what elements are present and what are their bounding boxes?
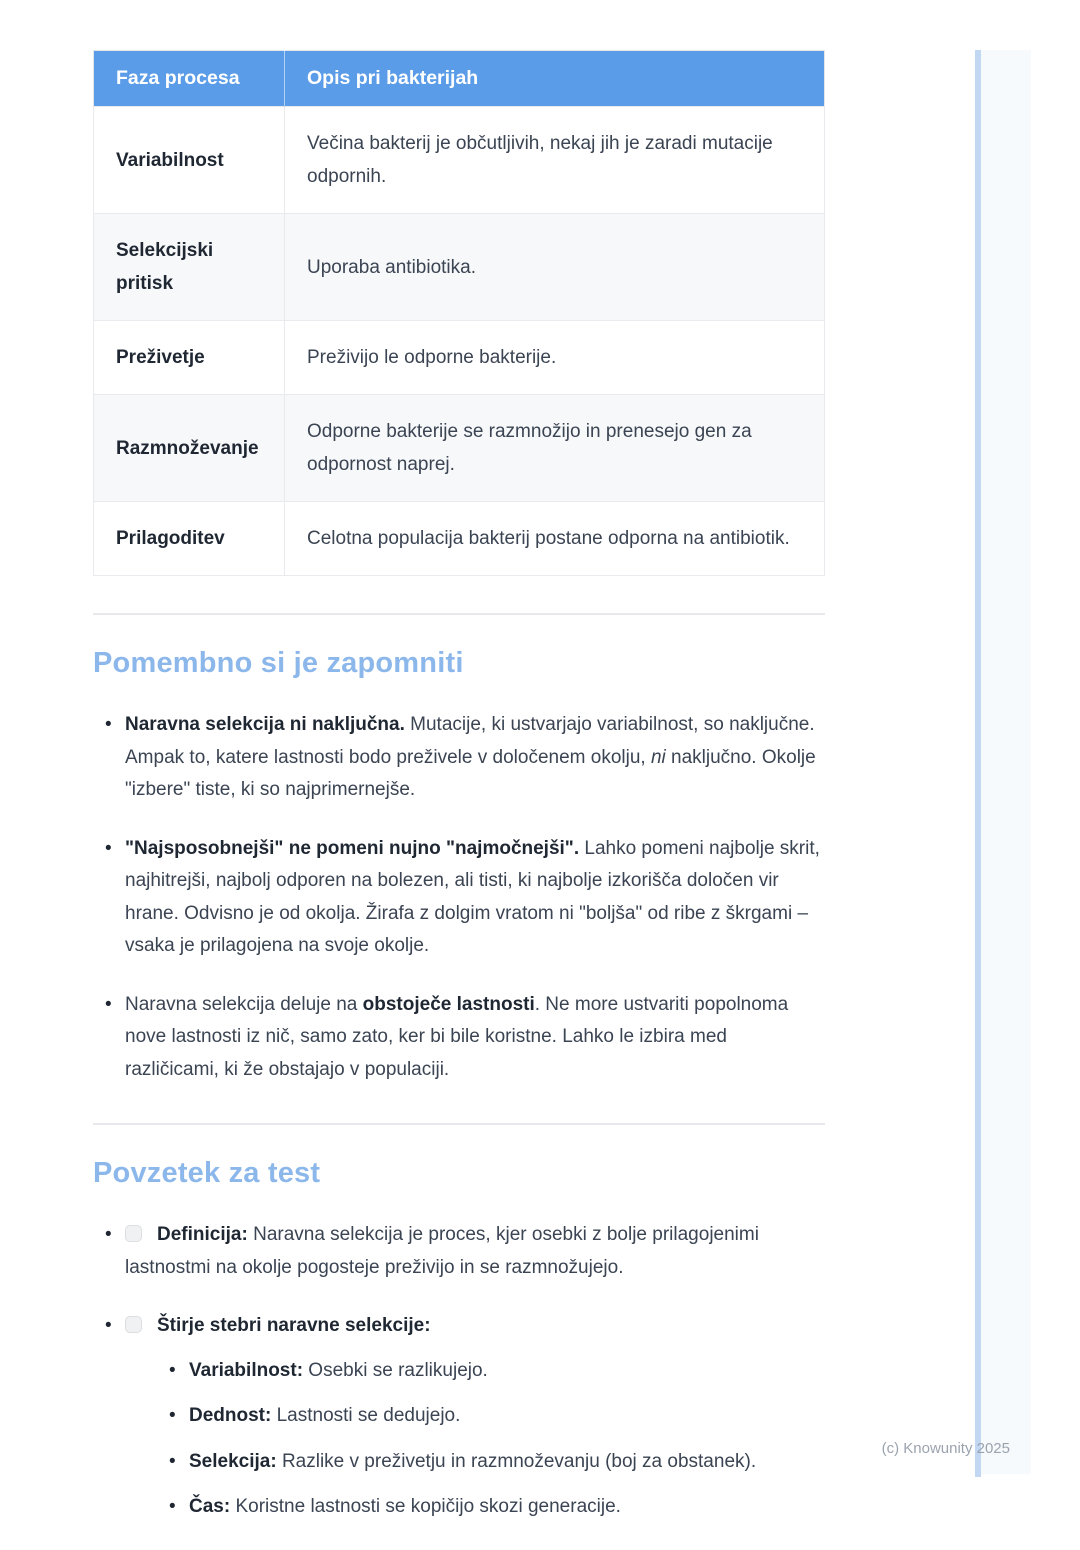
table-row [94, 107, 825, 214]
section-divider [93, 613, 825, 615]
checkbox[interactable] [125, 1316, 142, 1333]
body-text: Lahko pomeni najbolje skrit, najhitrejši, najbolj odporen na bolezen, ali tisti, ki najbolje izkorišča določen vir hrane. Odvisno je od okolja. Žirafa z dolgim vratom ni "boljša" od ribe z škrgami – vsaka je prilagojena na svoje okolje. [125, 837, 820, 956]
bold-text: Čas: [189, 1496, 231, 1517]
bold-text: obstoječe lastnosti [362, 993, 535, 1015]
list-item [93, 1219, 825, 1284]
phase-cell: Razmnoževanje [94, 395, 285, 502]
body-text: Naravna selekcija je proces, kjer osebki z bolje prilagojenimi lastnostmi na okolje pogosteje preživijo in se razmnožujejo. [125, 1224, 759, 1278]
italic-text: ni [650, 746, 666, 768]
list-item [93, 1310, 825, 1524]
right-margin-panel [981, 50, 1031, 1474]
description-cell: Uporaba antibiotika. [285, 214, 825, 321]
bold-text: Variabilnost: [189, 1359, 304, 1381]
table-row [94, 502, 825, 576]
description-cell: Večina bakterij je občutljivih, nekaj jih je zaradi mutacije odpornih. [285, 107, 825, 214]
section-divider [93, 1123, 825, 1125]
table-row [94, 395, 825, 502]
table-header-phase: Faza procesa [94, 51, 285, 107]
sub-list [157, 1355, 825, 1524]
document-content [93, 50, 825, 1550]
phase-cell: Preživetje [94, 321, 285, 395]
right-accent-bar [975, 50, 981, 1477]
body-text: naključno. Okolje "izbere" tiste, ki so najprimernejše. [125, 746, 816, 800]
section-title-summary: Povzetek za test [93, 1157, 321, 1189]
section-title-important: Pomembno si je zapomniti [93, 647, 464, 679]
table-header-row [94, 51, 825, 107]
bold-text: Naravna selekcija ni naključna. [125, 714, 405, 735]
list-item [93, 833, 825, 963]
table-row [94, 321, 825, 395]
bold-text: "Najsposobnejši" ne pomeni nujno "najmočnejši". [125, 837, 580, 859]
sub-list-item [157, 1355, 825, 1388]
phase-cell: Selekcijski pritisk [94, 214, 285, 321]
list-item [93, 989, 825, 1087]
body-text: Razlike v preživetju in razmnoževanju (boj za obstanek). [276, 1450, 757, 1472]
sub-list-item [157, 1491, 825, 1524]
phase-cell: Prilagoditev [94, 502, 285, 576]
phase-cell: Variabilnost [94, 107, 285, 214]
table-header-description: Opis pri bakterijah [285, 51, 825, 107]
description-cell: Celotna populacija bakterij postane odporna na antibiotik. [285, 502, 825, 576]
description-cell: Preživijo le odporne bakterije. [285, 321, 825, 395]
bold-text: Štirje stebri naravne selekcije: [157, 1315, 431, 1336]
bold-text: Dednost: [189, 1405, 272, 1426]
important-notes-list [93, 709, 825, 1086]
description-cell: Odporne bakterije se razmnožijo in prenesejo gen za odpornost naprej. [285, 395, 825, 502]
body-text: Naravna selekcija deluje na [125, 993, 363, 1015]
checkbox[interactable] [125, 1225, 142, 1242]
body-text: . Ne more ustvariti popolnoma nove lastnosti iz nič, samo zato, ker bi bile koristne. Lahko le izbira med različicami, ki že obstajajo v populaciji. [125, 993, 789, 1080]
test-summary-list [93, 1219, 825, 1524]
body-text: Lastnosti se dedujejo. [271, 1405, 461, 1426]
copyright-note: (c) Knowunity 2025 [881, 1440, 1010, 1457]
body-text: Koristne lastnosti se kopičijo skozi generacije. [230, 1496, 621, 1517]
bold-text: Definicija: [157, 1224, 248, 1245]
table-row [94, 214, 825, 321]
sub-list-item [157, 1446, 825, 1479]
body-text: Osebki se razlikujejo. [303, 1359, 488, 1381]
sub-list-item [157, 1400, 825, 1433]
body-text: Mutacije, ki ustvarjajo variabilnost, so naključne. Ampak to, katere lastnosti bodo preživele v določenem okolju, [125, 714, 815, 768]
bold-text: Selekcija: [189, 1450, 277, 1472]
process-table [93, 50, 825, 576]
list-item [93, 709, 825, 807]
